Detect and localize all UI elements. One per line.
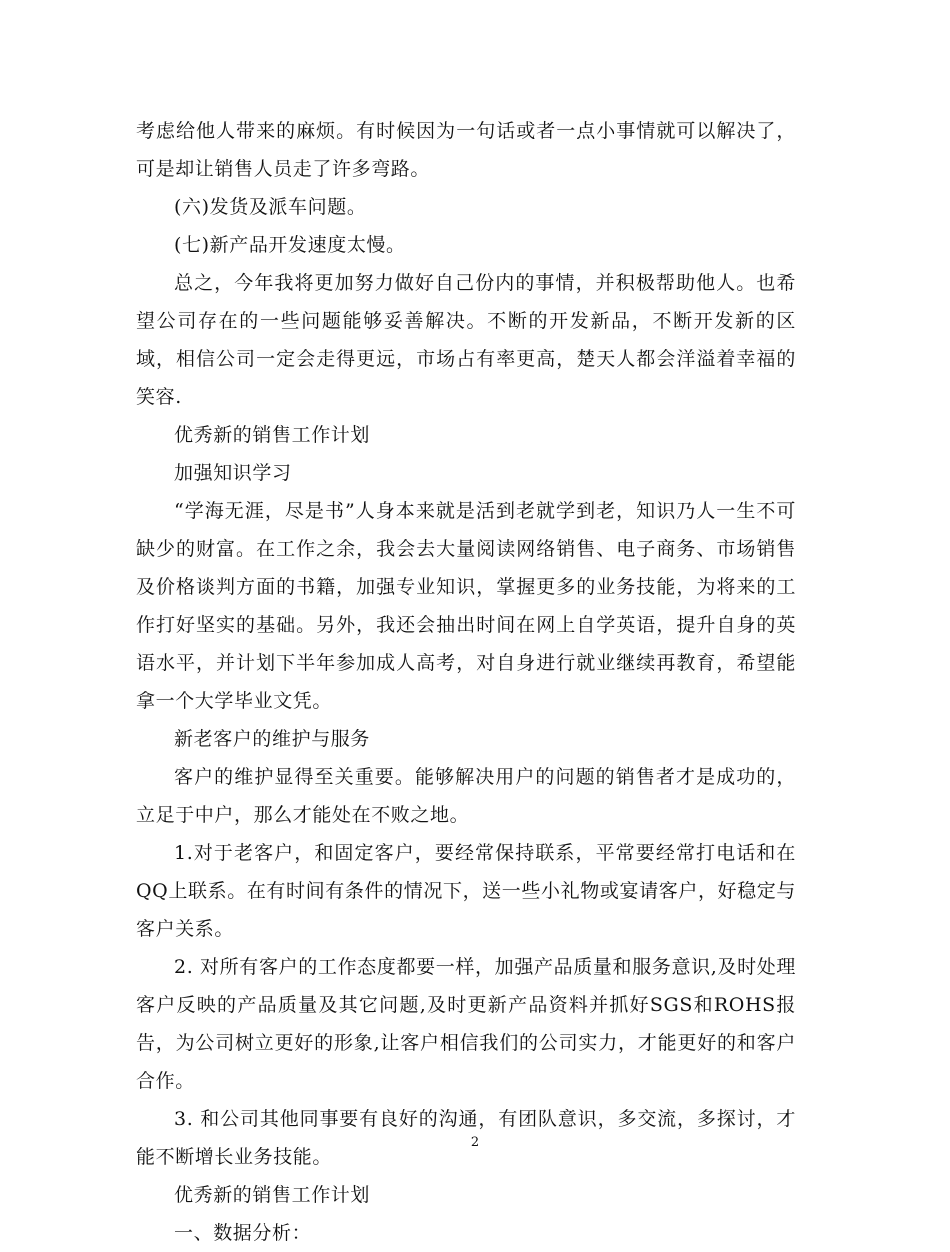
subheading-knowledge-learning: 加强知识学习	[174, 462, 292, 484]
paragraph-knowledge: “学海无涯，尽是书”人身本来就是活到老就学到老，知识乃人一生不可缺少的财富。在工作之余，我会去大量阅读网络销售、电子商务、市场销售及价格谈判方面的书籍，加强专业知识，掌握更多的业务技能，为将来的工作打好坚实的基础。另外，我还会抽出时间在网上自学英语，提升自身的英语水平，并计划下半年参加成人高考，对自身进行就业继续再教育，希望能拿一个大学毕业文凭。	[136, 500, 796, 712]
section-heading-sales-plan: 优秀新的销售工作计划	[174, 424, 371, 446]
list-item-old-customers: 1.对于老客户，和固定客户，要经常保持联系，平常要经常打电话和在QQ上联系。在有时间有条件的情况下，送一些小礼物或宴请客户，好稳定与客户关系。	[136, 842, 796, 940]
document-body	[136, 112, 796, 1252]
paragraph-continuation: 考虑给他人带来的麻烦。有时候因为一句话或者一点小事情就可以解决了，可是却让销售人员走了许多弯路。	[136, 120, 796, 180]
list-item-colleague-communication: 3. 和公司其他同事要有良好的沟通，有团队意识，多交流，多探讨，才能不断增长业务技能。	[136, 1108, 796, 1168]
section-heading-sales-plan-2: 优秀新的销售工作计划	[174, 1184, 371, 1206]
paragraph-conclusion: 总之，今年我将更加努力做好自己份内的事情，并积极帮助他人。也希望公司存在的一些问题能够妥善解决。不断的开发新品，不断开发新的区域，相信公司一定会走得更远，市场占有率更高，楚天人都会洋溢着幸福的笑容.	[136, 272, 796, 408]
list-item-shipping: (六)发货及派车问题。	[174, 196, 367, 218]
list-item-all-customers: 2. 对所有客户的工作态度都要一样，加强产品质量和服务意识,及时处理客户反映的产品质量及其它问题,及时更新产品资料并抓好SGS和ROHS报告，为公司树立更好的形象,让客户相信我们的公司实力，才能更好的和客户合作。	[136, 956, 796, 1092]
list-item-product-development: (七)新产品开发速度太慢。	[174, 234, 406, 256]
subheading-data-analysis: 一、数据分析：	[174, 1222, 312, 1244]
subheading-customer-service: 新老客户的维护与服务	[174, 728, 371, 750]
page-number: 2	[470, 1135, 480, 1150]
paragraph-customer-maintenance: 客户的维护显得至关重要。能够解决用户的问题的销售者才是成功的，立足于中户，那么才能处在不败之地。	[136, 766, 796, 826]
